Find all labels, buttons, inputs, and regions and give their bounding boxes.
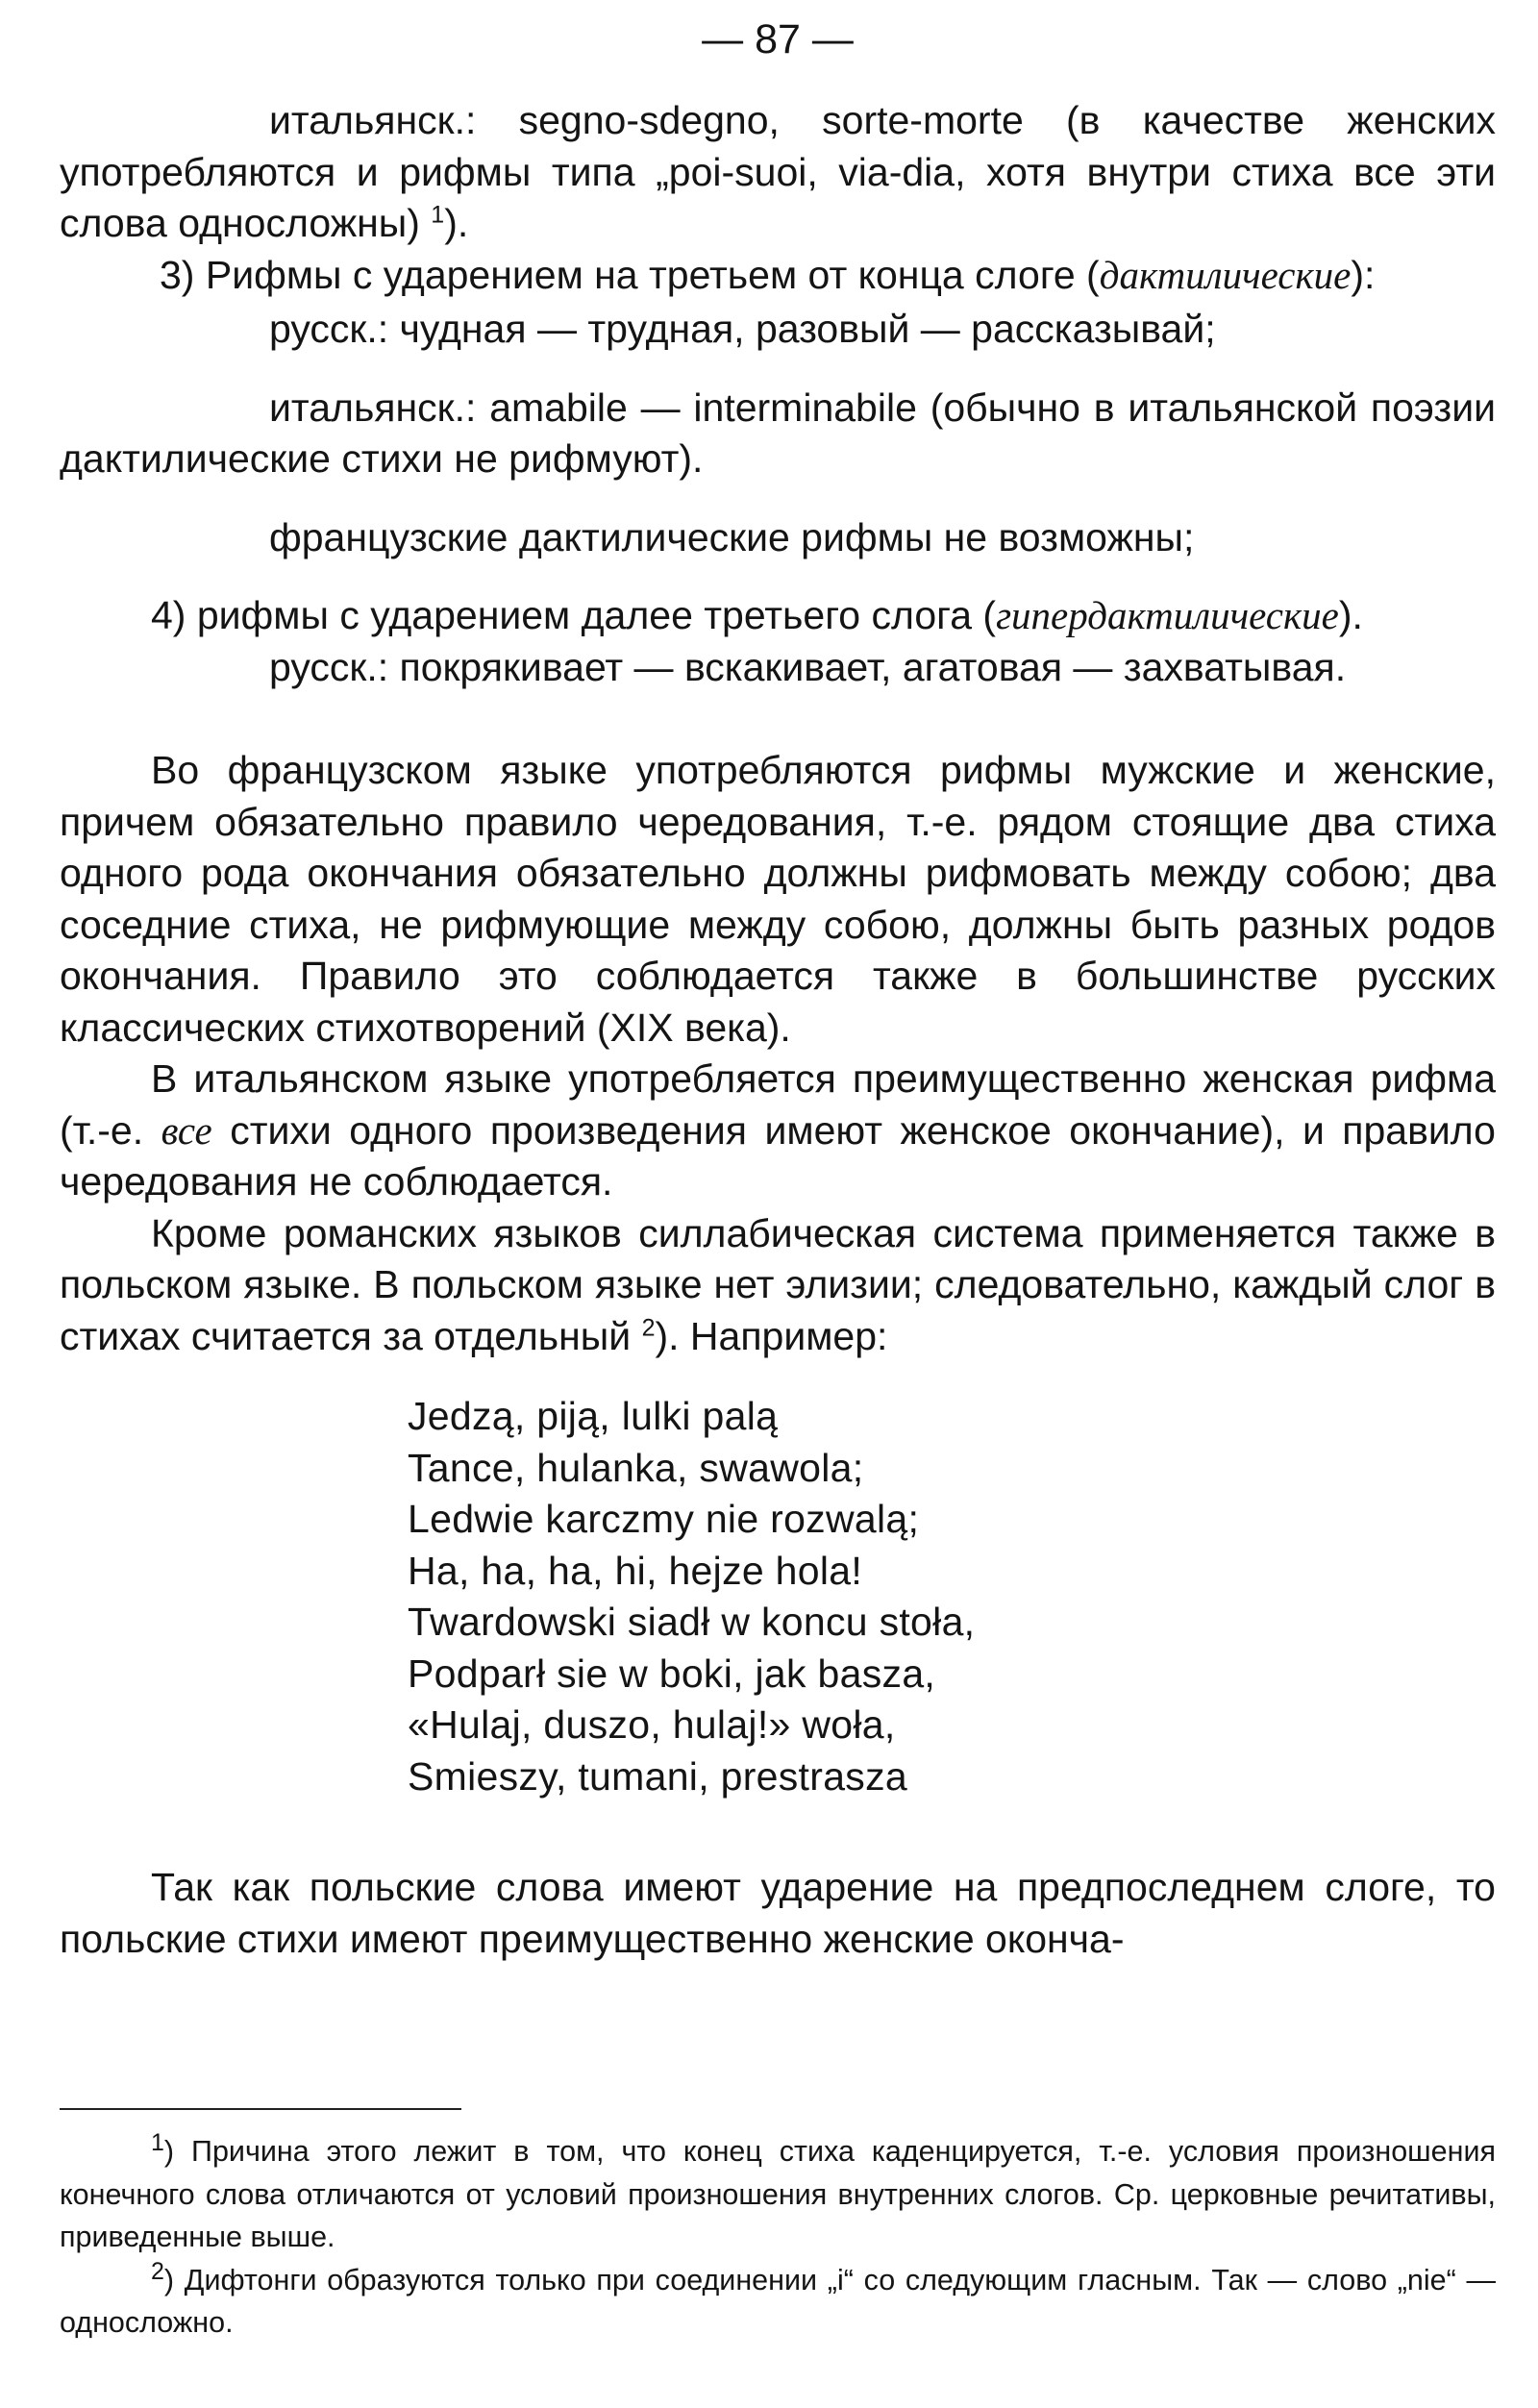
footnote-1	[60, 2130, 1496, 2259]
paragraph-text: стихи одного произведения имеют женское окончание), и правило чередования не соблюдается.	[60, 1107, 1496, 1204]
example-french-dactylic: французские дактилические рифмы не возможны;	[269, 514, 1195, 559]
paragraph-text: В итальянском языке употребляется преимущественно женская рифма (т.-е.	[60, 1056, 1496, 1153]
term-hyperdactylic: гипердактилические	[996, 593, 1339, 637]
main-text	[60, 95, 1496, 1965]
poem-line: Tance, hulanka, swawola;	[408, 1445, 864, 1490]
example-russian-hyperdactylic: русск.: покрякивает — вскакивает, агатовая — захватывая.	[269, 644, 1347, 689]
paragraph-text: итальянск.: segno-sdegno, sorte-morte (в качестве женских употребляются и рифмы типа „poi-suoi, via-dia, хотя внутри стиха все эти слова односложны)	[60, 98, 1496, 245]
paragraph-text: Кроме романских языков силлабическая система применяется также в польском языке. В польском языке нет элизии; следовательно, каждый слог в стихах считается за отдельный	[60, 1210, 1496, 1358]
poem-line: Smieszy, tumani, prestrasza	[408, 1753, 907, 1799]
paragraph-hyperdactylic-rhymes	[60, 590, 1496, 642]
footnote-text: ) Дифтонги образуются только при соединении „i“ со следующим гласным. Так — слово „nie“ — односложно.	[60, 2263, 1496, 2339]
footnote-mark: 1	[151, 2128, 164, 2156]
paragraph-french-alternation: Во французском языке употребляются рифмы мужские и женские, причем обязательно правило чередования, т.-е. рядом стоящие два стиха одного рода окончания обязательно должны рифмовать между собою; два соседние стиха, не рифмующие между собою, должны быть разных родов окончания. Правило это соблюдается также в большинстве русских классических стихотворений (XIX века).	[60, 748, 1496, 1050]
footnote-divider	[60, 2108, 461, 2110]
poem-line: Podparł sie w boki, jak basza,	[408, 1651, 936, 1696]
example-italian-dactylic: итальянск.: amabile — interminabile (обычно в итальянской поэзии дактилические стихи не рифмуют).	[60, 385, 1496, 481]
paragraph-dactylic-rhymes	[60, 250, 1496, 302]
paragraph-italian-feminine-rhymes: итальянск.: segno-sdegno, sorte-morte (в качестве женских употребляются и рифмы типа „poi-suoi, via-dia, хотя внутри стиха все эти слова односложны) $^1$).	[60, 98, 1496, 245]
term-all: все	[161, 1107, 212, 1153]
punctuation: ):	[1351, 252, 1376, 297]
paragraph-italian-rhyme	[60, 1054, 1496, 1208]
example-russian-dactylic: русск.: чудная — трудная, разовый — рассказывай;	[269, 307, 1216, 351]
poem-line: Jedzą, piją, lulki palą	[408, 1394, 779, 1438]
punctuation: ).	[1338, 593, 1363, 637]
poem-line: Twardowski siadł w koncu stoła,	[408, 1600, 976, 1644]
poem-line: Ledwie karczmy nie rozwalą;	[408, 1497, 920, 1541]
paragraph-text: 4) рифмы с ударением далее третьего слога (	[151, 593, 997, 637]
book-page	[60, 0, 1496, 2408]
footnote-ref-1: 1	[431, 201, 445, 229]
footnote-mark: 2	[151, 2257, 164, 2285]
paragraph-text: 3) Рифмы с ударением на третьем от конца слоге (	[160, 252, 1100, 297]
footnotes	[60, 2130, 1496, 2345]
paragraph-polish-syllabic	[60, 1208, 1496, 1363]
page-number: — 87 —	[702, 16, 854, 62]
footnote-ref-2: 2	[641, 1313, 656, 1341]
footnote-text: ) Причина этого лежит в том, что конец стиха каденцируется, т.-е. условия произношения конечного слова отличаются от условий произношения внутренних слогов. Ср. церковные речитативы, приведенные выше.	[60, 2135, 1496, 2253]
punctuation: .	[457, 201, 469, 245]
footnote-2	[60, 2259, 1496, 2345]
paragraph-polish-stress: Так как польские слова имеют ударение на предпоследнем слоге, то польские стихи имеют преимущественно женские оконча-	[60, 1865, 1496, 1961]
polish-poem-quote	[408, 1391, 1496, 1802]
paragraph-text: ). Например:	[655, 1313, 888, 1358]
term-dactylic: дактилические	[1099, 252, 1352, 297]
poem-line: Ha, ha, ha, hi, hejze hola!	[408, 1548, 863, 1593]
poem-line: «Hulaj, duszo, hulaj!» woła,	[408, 1702, 896, 1747]
